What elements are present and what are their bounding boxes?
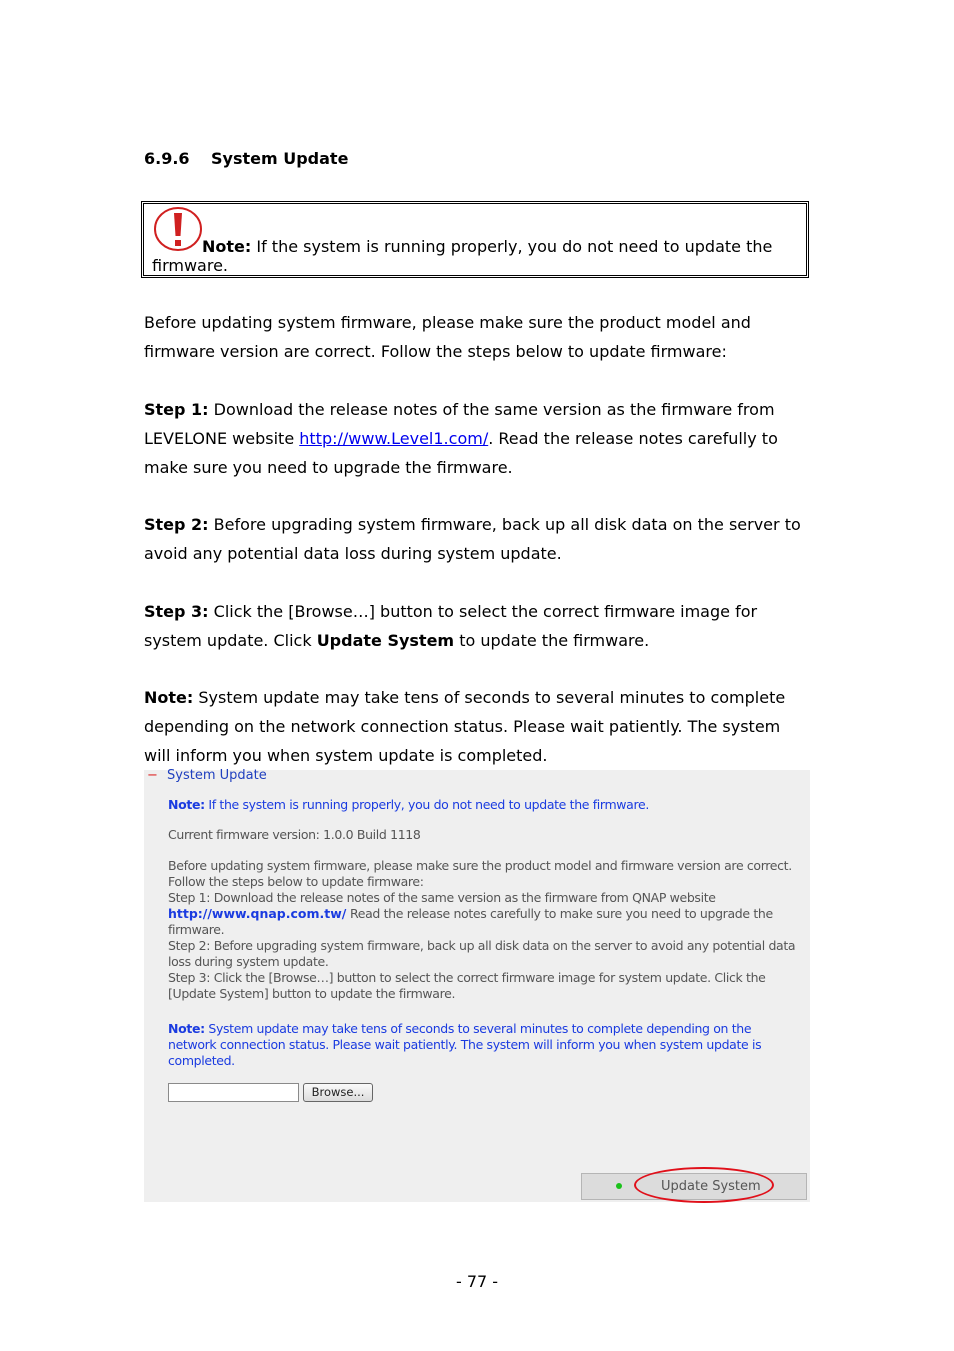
panel-step1-2-text: Read the release notes carefully to make sure you need to upgrade the — [346, 906, 773, 921]
status-dot-icon — [616, 1183, 622, 1189]
step1-line-1 — [144, 395, 814, 424]
panel-header-title: System Update — [167, 768, 267, 783]
note2-line-2: depending on the network connection status. Please wait patiently. The system — [144, 717, 781, 736]
panel-intro-2: Follow the steps below to update firmware: — [168, 874, 424, 889]
current-version-text: Current firmware version: 1.0.0 Build 1118 — [168, 827, 421, 842]
page-number: - 77 - — [455, 1272, 499, 1291]
step1-paragraph — [144, 395, 814, 482]
panel-instructions — [168, 858, 795, 1002]
step3-line-1 — [144, 597, 814, 626]
panel-step3-2: [Update System] button to update the firmware. — [168, 986, 456, 1001]
level1-link[interactable]: http://www.Level1.com/ — [299, 429, 489, 448]
step2-paragraph — [144, 510, 814, 568]
panel-step2-2: loss during system update. — [168, 954, 329, 969]
step3-label: Step 3: — [144, 602, 209, 621]
note-line-1 — [202, 237, 772, 256]
step1-text-2b: . Read the release notes carefully to — [488, 429, 778, 448]
step1-line-3: make sure you need to upgrade the firmware. — [144, 458, 513, 477]
note2-paragraph — [144, 683, 814, 770]
panel-header[interactable] — [144, 768, 267, 783]
panel-step1-1: Step 1: Download the release notes of the same version as the firmware from QNAP website — [168, 890, 716, 905]
firmware-file-input[interactable] — [168, 1083, 299, 1102]
step3-bold: Update System — [316, 631, 455, 650]
step2-line-1 — [144, 510, 814, 539]
panel-note2-2: network connection status. Please wait patiently. The system will inform you when system update is — [168, 1037, 762, 1052]
panel-note-text: If the system is running properly, you do not need to update the firmware. — [204, 797, 649, 812]
intro-paragraph — [144, 308, 814, 366]
step1-text-1: Download the release notes of the same version as the firmware from — [208, 400, 775, 419]
panel-note2-label: Note: — [168, 1021, 205, 1036]
step2-label: Step 2: — [144, 515, 209, 534]
highlight-ellipse — [634, 1167, 774, 1203]
step1-label: Step 1: — [144, 400, 209, 419]
panel-step2-1: Step 2: Before upgrading system firmware, back up all disk data on the server to avoid any potential data — [168, 938, 796, 953]
intro-line-2: firmware version are correct. Follow the steps below to update firmware: — [144, 342, 727, 361]
step1-text-2: LEVELONE website — [144, 429, 300, 448]
note2-line-1 — [144, 683, 814, 712]
panel-note2-text-1: System update may take tens of seconds to several minutes to complete depending on the — [204, 1021, 752, 1036]
panel-intro-1: Before updating system firmware, please make sure the product model and firmware version are correct. — [168, 858, 792, 873]
note2-line-3: will inform you when system update is completed. — [144, 746, 548, 765]
step3-text-2b: to update the firmware. — [454, 631, 650, 650]
step3-line-2 — [144, 626, 814, 655]
note-text-1: If the system is running properly, you do not need to update the — [251, 237, 773, 256]
step3-text-1: Click the [Browse…] button to select the correct firmware image for — [208, 602, 758, 621]
exclamation-icon — [153, 206, 203, 252]
system-update-screenshot — [144, 770, 810, 1202]
panel-note — [168, 797, 649, 813]
step1-line-2 — [144, 424, 814, 453]
panel-note2 — [168, 1021, 761, 1069]
panel-note2-3: completed. — [168, 1053, 235, 1068]
panel-version — [168, 827, 421, 843]
note-label: Note: — [202, 237, 252, 256]
step3-paragraph — [144, 597, 814, 655]
panel-step1-2 — [168, 906, 795, 922]
update-system-label: Update System — [661, 1179, 761, 1194]
note2-text-1: System update may take tens of seconds to several minutes to complete — [193, 688, 786, 707]
section-heading — [144, 149, 348, 168]
intro-line-1: Before updating system firmware, please make sure the product model and — [144, 313, 751, 332]
collapse-icon[interactable]: − — [147, 768, 158, 783]
step2-line-2: avoid any potential data loss during system update. — [144, 544, 562, 563]
panel-note-label: Note: — [168, 797, 205, 812]
section-number: 6.9.6 — [144, 149, 190, 168]
note-text-2: firmware. — [152, 256, 229, 275]
update-system-button[interactable] — [581, 1173, 807, 1200]
panel-note-line — [168, 797, 649, 813]
note2-label: Note: — [144, 688, 194, 707]
browse-button[interactable]: Browse... — [303, 1083, 373, 1102]
panel-step3-1: Step 3: Click the [Browse…] button to select the correct firmware image for system update. Click the — [168, 970, 766, 985]
step3-text-2: system update. Click — [144, 631, 317, 650]
qnap-link[interactable]: http://www.qnap.com.tw/ — [168, 906, 347, 921]
note-box — [143, 203, 807, 276]
step2-text-1: Before upgrading system firmware, back up all disk data on the server to — [208, 515, 801, 534]
panel-note2-1 — [168, 1021, 761, 1037]
panel-step1-3: firmware. — [168, 922, 225, 937]
section-title: System Update — [211, 149, 349, 168]
